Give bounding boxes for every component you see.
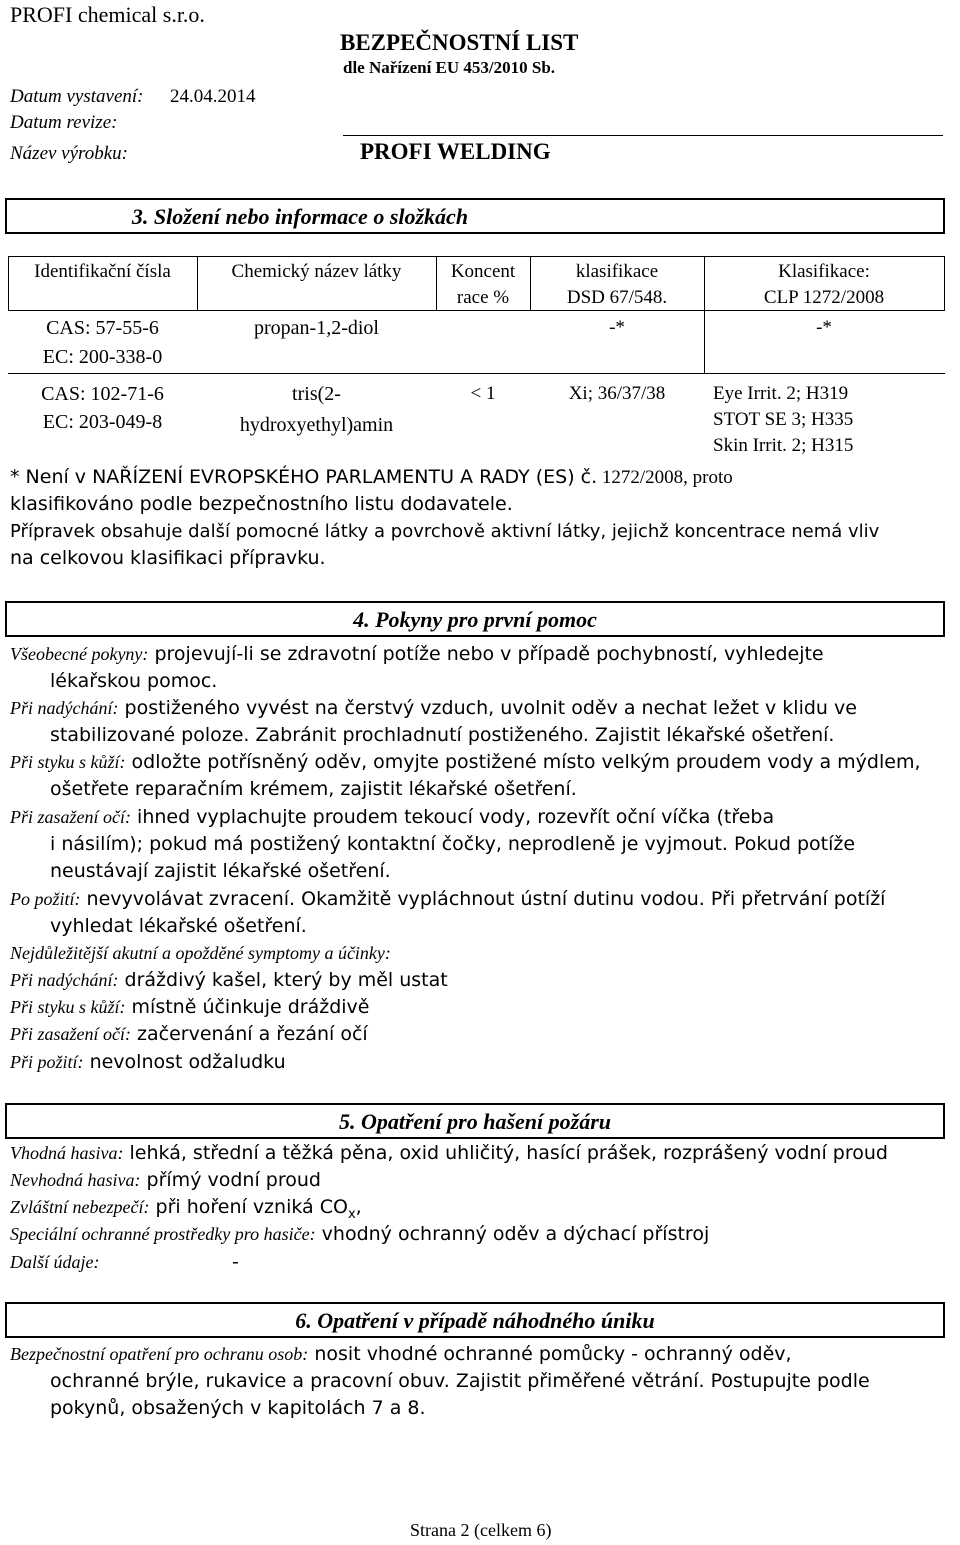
- skin-label: Při styku s kůží:: [10, 752, 126, 772]
- symptom-inhalation: [10, 967, 448, 994]
- symptom-skin: [10, 994, 369, 1021]
- section-4-title: 4. Pokyny pro první pomoc: [353, 607, 597, 632]
- section-3-title: 3. Složení nebo informace o složkách: [131, 204, 469, 229]
- section-6-header: [5, 1302, 945, 1338]
- symptoms-heading: [10, 940, 391, 967]
- general-text: projevují-li se zdravotní potíže nebo v případě pochybností, vyhledejte: [154, 643, 824, 665]
- inhalation-advice-cont: stabilizované poloze. Zabránit prochladnutí postiženého. Zajistit lékařské ošetření.: [50, 724, 835, 746]
- section-4-header: [5, 601, 945, 637]
- other-info-value: -: [232, 1251, 239, 1273]
- symptoms-label: Nejdůležitější akutní a opožděné symptomy a účinky:: [10, 943, 391, 963]
- note-regulation: * Není v NAŘÍZENÍ EVROPSKÉHO PARLAMENTU A RADY (ES) č.: [10, 466, 598, 488]
- row-2-cas: CAS: 102-71-6: [41, 383, 164, 405]
- col-header-clp-2: CLP 1272/2008: [763, 287, 885, 308]
- suitable-label: Vhodná hasiva:: [10, 1143, 124, 1163]
- section-3-note-4: na celkovou klasifikaci přípravku.: [10, 547, 326, 569]
- section-3-note-3: Přípravek obsahuje další pomocné látky a povrchově aktivní látky, jejichž koncentrace nemá vliv: [10, 521, 880, 542]
- product-name: PROFI WELDING: [360, 139, 551, 164]
- issue-date-label: Datum vystavení:: [10, 86, 144, 107]
- symptom-inhalation-text: dráždivý kašel, který by měl ustat: [124, 969, 448, 991]
- ingestion-advice-cont: vyhledat lékařské ošetření.: [50, 915, 307, 937]
- row-2-name-1: tris(2-: [292, 383, 341, 405]
- protective-equipment: [10, 1221, 709, 1248]
- col-header-clp-1: Klasifikace:: [778, 261, 870, 282]
- revision-date-label: Datum revize:: [10, 112, 118, 133]
- note-regulation-number: 1272/2008, proto: [601, 467, 733, 488]
- other-label: Další údaje:: [10, 1252, 100, 1272]
- company-name: PROFI chemical s.r.o.: [10, 2, 205, 27]
- col-header-name: Chemický název látky: [231, 261, 402, 282]
- general-label: Všeobecné pokyny:: [10, 644, 149, 664]
- eye-advice: [10, 804, 774, 831]
- row-1-name: propan-1,2-diol: [254, 317, 379, 339]
- personal-precautions: [10, 1341, 792, 1368]
- unsuitable-text: přímý vodní proud: [146, 1169, 321, 1191]
- hazard-text: při hoření vzniká CO: [155, 1196, 348, 1218]
- general-advice: [10, 641, 824, 668]
- symptom-eye: [10, 1021, 368, 1048]
- symptom-eye-label: Při zasažení očí:: [10, 1024, 131, 1044]
- row-2-clp-1: Eye Irrit. 2; H319: [713, 383, 849, 404]
- section-3-note-2: klasifikováno podle bezpečnostního listu dodavatele.: [10, 493, 513, 515]
- section-6-title: 6. Opatření v případě náhodného úniku: [295, 1308, 655, 1333]
- personal-precautions-cont-2: pokynů, obsažených v kapitolách 7 a 8.: [50, 1397, 426, 1419]
- suitable-media: [10, 1140, 888, 1167]
- personal-label: Bezpečnostní opatření pro ochranu osob:: [10, 1344, 309, 1364]
- page-number: Strana 2 (celkem 6): [410, 1520, 552, 1540]
- eye-advice-cont: i násilím); pokud má postižený kontaktní čočky, neprodleně je vyjmout. Pokud potíže: [50, 833, 856, 855]
- eye-text: ihned vyplachujte proudem tekoucí vody, rozevřít oční víčka (třeba: [137, 806, 775, 828]
- symptom-ingestion: [10, 1049, 286, 1076]
- symptom-ingestion-text: nevolnost odžaludku: [89, 1051, 286, 1073]
- general-advice-cont: lékařskou pomoc.: [50, 670, 218, 692]
- ingestion-text: nevyvolávat zvracení. Okamžitě vypláchnout ústní dutinu vodou. Při přetrvání potíží: [86, 888, 886, 910]
- row-2-clp-3: Skin Irrit. 2; H315: [713, 435, 854, 456]
- personal-text: nosit vhodné ochranné pomůcky - ochranný oděv,: [314, 1343, 792, 1365]
- hazard-subscript: x: [347, 1206, 356, 1222]
- symptom-skin-label: Při styku s kůží:: [10, 997, 126, 1017]
- row-2-ec: EC: 203-049-8: [42, 411, 163, 433]
- row-1-clp: -*: [816, 317, 832, 338]
- table-divider: [8, 310, 945, 311]
- regulation: dle Nařízení EU 453/2010 Sb.: [343, 58, 556, 77]
- other-info: [10, 1249, 100, 1276]
- row-2-name-2: hydroxyethyl)amin: [239, 414, 394, 436]
- col-header-dsd-1: klasifikace: [575, 261, 659, 282]
- col-header-conc-2: race %: [456, 287, 510, 308]
- product-label: Název výrobku:: [10, 143, 128, 164]
- section-3-note-1: [10, 464, 733, 491]
- suitable-text: lehká, střední a těžká pěna, oxid uhličitý, hasící prášek, rozprášený vodní proud: [129, 1142, 888, 1164]
- hazard-end: ,: [355, 1196, 362, 1218]
- col-header-conc-1: Koncent: [450, 261, 516, 282]
- unsuitable-label: Nevhodná hasiva:: [10, 1170, 141, 1190]
- ingestion-advice: [10, 886, 885, 913]
- symptom-inhalation-label: Při nadýchání:: [10, 970, 119, 990]
- symptom-eye-text: začervenání a řezání očí: [137, 1023, 368, 1045]
- symptom-ingestion-label: Při požití:: [10, 1052, 84, 1072]
- skin-advice: [10, 749, 921, 776]
- col-header-id: Identifikační čísla: [34, 261, 171, 282]
- inhalation-advice: [10, 695, 857, 722]
- personal-precautions-cont: ochranné brýle, rukavice a pracovní obuv. Zajistit přiměřené větrání. Postupujte podle: [50, 1370, 870, 1392]
- section-3-header: [5, 198, 945, 234]
- row-2-clp-2: STOT SE 3; H335: [713, 409, 854, 430]
- col-header-dsd-2: DSD 67/548.: [566, 287, 668, 308]
- eye-label: Při zasažení očí:: [10, 807, 131, 827]
- table-divider: [8, 373, 945, 374]
- hazard-label: Zvláštní nebezpečí:: [10, 1197, 150, 1217]
- inhalation-label: Při nadýchání:: [10, 698, 119, 718]
- inhalation-text: postiženého vyvést na čerstvý vzduch, uvolnit oděv a nechat ležet v klidu ve: [124, 697, 857, 719]
- row-1-ec: EC: 200-338-0: [42, 346, 163, 368]
- header-divider: [343, 135, 943, 136]
- table-top-line: [8, 256, 945, 257]
- symptom-skin-text: místně účinkuje dráždivě: [131, 996, 370, 1018]
- row-2-dsd: Xi; 36/37/38: [568, 383, 666, 404]
- ingestion-label: Po požití:: [10, 889, 81, 909]
- issue-date: 24.04.2014: [170, 86, 256, 107]
- document-title: BEZPEČNOSTNÍ LIST: [340, 30, 579, 55]
- section-5-header: [5, 1103, 945, 1139]
- protective-label: Speciální ochranné prostředky pro hasiče:: [10, 1224, 316, 1244]
- row-1-dsd: -*: [609, 317, 625, 338]
- eye-advice-cont-2: neustávají zajistit lékařské ošetření.: [50, 860, 391, 882]
- section-5-title: 5. Opatření pro hašení požáru: [338, 1109, 611, 1134]
- table-vline: [944, 256, 945, 310]
- protective-text: vhodný ochranný oděv a dýchací přístroj: [321, 1223, 710, 1245]
- skin-advice-cont: ošetřete reparačním krémem, zajistit lékařské ošetření.: [50, 778, 577, 800]
- skin-text: odložte potřísněný oděv, omyjte postižené místo velkým proudem vody a mýdlem,: [131, 751, 921, 773]
- row-1-cas: CAS: 57-55-6: [46, 317, 159, 339]
- composition-table: [0, 256, 960, 466]
- row-2-conc: < 1: [470, 383, 496, 404]
- unsuitable-media: [10, 1167, 321, 1194]
